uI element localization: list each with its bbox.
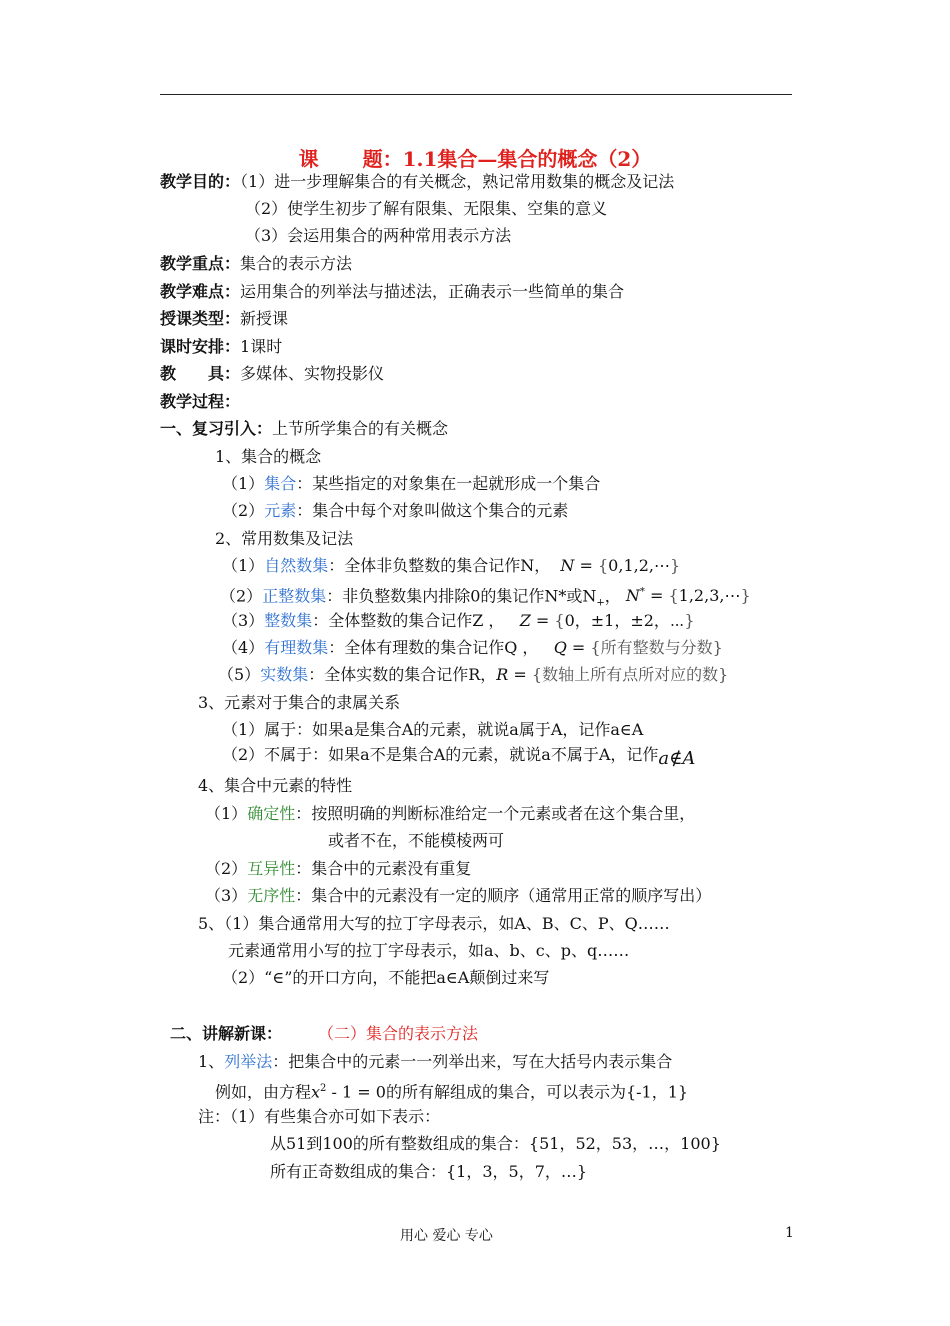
- math-symbol: R: [496, 665, 509, 684]
- section2-heading: [170, 1024, 478, 1044]
- lesson-type-label: 授课类型：: [160, 309, 241, 328]
- s1-3-a: （1）属于：如果a是集合A的元素，就说a属于A，记作a∈A: [222, 720, 644, 739]
- math-expr: - 1 = 0: [326, 1082, 386, 1102]
- item-text: ：集合中每个对象叫做这个集合的元素: [296, 501, 569, 520]
- subscript: +: [596, 597, 605, 609]
- example-text: 例如，由方程: [215, 1082, 312, 1102]
- title-prefix: 课: [298, 147, 319, 171]
- difficulty-line: [160, 282, 624, 302]
- s1-4-b: [205, 859, 471, 879]
- tools-line: [160, 364, 384, 384]
- section1-text: 上节所学集合的有关概念: [272, 419, 449, 438]
- lesson-type-text: 新授课: [240, 309, 289, 328]
- item-num: （2）: [220, 586, 263, 606]
- s2-1-example: [215, 1079, 688, 1102]
- term: 互异性: [247, 859, 296, 878]
- lesson-type-line: [160, 309, 288, 329]
- term: 正整数集: [262, 586, 327, 606]
- section1-label: 一、复习引入：: [160, 419, 273, 438]
- item-num: （3）: [222, 611, 265, 630]
- item-text: ：全体非负整数的集合记作N，: [328, 556, 551, 575]
- page-number: 1: [785, 1225, 794, 1241]
- item-num: 1、: [198, 1052, 225, 1071]
- s2-note-b: 所有正奇数组成的集合：{1，3，5，7，…}: [270, 1162, 588, 1181]
- goal-item: （2）使学生初步了解有限集、无限集、空集的意义: [245, 199, 608, 218]
- difficulty-label: 教学难点：: [160, 282, 241, 301]
- section2-sub: （二）集合的表示方法: [318, 1024, 479, 1043]
- s1-2-e: [218, 665, 728, 685]
- math-expr: N* = {1,2,3,⋯}: [625, 586, 751, 606]
- item-num: （5）: [218, 665, 261, 684]
- s1-2-heading: 2、常用数集及记法: [215, 529, 354, 548]
- goals-line-1: [160, 172, 674, 192]
- term: 集合: [264, 474, 297, 493]
- s1-2-b: （2）正整数集：非负整数集内排除0的集记作N*或$N_+$， N* = {1,2,3,⋯}: [220, 586, 751, 609]
- focus-line: [160, 254, 352, 274]
- s1-1-a: [222, 474, 600, 494]
- item-text: ：集合中的元素没有重复: [295, 859, 472, 878]
- s1-4-heading: 4、集合中元素的特性: [198, 776, 353, 795]
- item-num: （1）: [205, 804, 248, 823]
- hours-line: [160, 337, 282, 357]
- section2-label: 二、讲解新课：: [170, 1024, 283, 1043]
- s1-5-a: 5、（1）集合通常用大写的拉丁字母表示，如A、B、C、P、Q……: [198, 914, 670, 933]
- page-title: [0, 143, 950, 172]
- math-set: 0，±1，±2，⋯: [564, 611, 685, 630]
- math-symbol: N: [625, 586, 640, 606]
- s2-1: [198, 1052, 672, 1072]
- item-num: （2）: [222, 501, 265, 520]
- math-var: x: [311, 1082, 321, 1102]
- math-set: 0,1,2,⋯: [608, 556, 670, 575]
- s1-1-heading: 1、集合的概念: [215, 447, 322, 466]
- s1-2-a: [222, 556, 680, 576]
- header-rule: [160, 94, 792, 95]
- difficulty-text: 运用集合的列举法与描述法，正确表示一些简单的集合: [240, 282, 625, 301]
- math-symbol: Q: [553, 638, 567, 657]
- title-main: 题：1.1集合—集合的概念（2）: [362, 147, 652, 171]
- s1-2-c: [222, 611, 695, 631]
- focus-text: 集合的表示方法: [240, 254, 353, 273]
- s1-4-a-cont: 或者不在，不能模棱两可: [328, 831, 505, 850]
- term: 元素: [264, 501, 297, 520]
- s1-5-b: 元素通常用小写的拉丁字母表示，如a、b、c、p、q……: [228, 941, 630, 960]
- term: 列举法: [224, 1052, 273, 1071]
- s2-note: 注：（1）有些集合亦可如下表示：: [198, 1107, 441, 1126]
- s1-3-b: [222, 745, 696, 769]
- s1-3-heading: 3、元素对于集合的隶属关系: [198, 693, 401, 712]
- math-expr: R = {数轴上所有点所对应的数}: [496, 665, 729, 684]
- example-text: 的所有解组成的集合，可以表示为{-1，1}: [385, 1082, 689, 1102]
- s1-1-b: [222, 501, 568, 521]
- focus-label: 教学重点：: [160, 254, 241, 273]
- hours-text: 1课时: [240, 337, 283, 356]
- term: 确定性: [247, 804, 296, 823]
- goal-item: （1）进一步理解集合的有关概念，熟记常用数集的概念及记法: [240, 172, 675, 191]
- s1-4-a: [205, 804, 695, 824]
- math-expr: N = {0,1,2,⋯}: [560, 556, 681, 575]
- term: 整数集: [264, 611, 313, 630]
- item-num: （4）: [222, 638, 265, 657]
- item-text: ：集合中的元素没有一定的顺序（通常用正常的顺序写出）: [295, 886, 712, 905]
- s1-2-d: [222, 638, 723, 658]
- footer-center: 用心 爱心 专心: [400, 1228, 493, 1244]
- goal-item: （3）会运用集合的两种常用表示方法: [245, 226, 512, 245]
- item-text: ：把集合中的元素一一列举出来，写在大括号内表示集合: [272, 1052, 673, 1071]
- item-num: （3）: [205, 886, 248, 905]
- item-text: ：非负整数集内排除0的集记作N*或N: [326, 586, 597, 606]
- math-set: 所有整数与分数: [600, 638, 713, 657]
- math-set: 数轴上所有点所对应的数: [542, 665, 719, 684]
- math-expr: Z = {0，±1，±2，⋯}: [519, 611, 695, 630]
- tools-text: 多媒体、实物投影仪: [240, 364, 385, 383]
- item-num: （1）: [222, 556, 265, 575]
- math-expr: Q = {所有整数与分数}: [553, 638, 723, 657]
- math-set: 1,2,3,⋯: [678, 586, 741, 606]
- tools-label: 教 具：: [160, 364, 241, 383]
- item-text: ：按照明确的判断标准给定一个元素或者在这个集合里，: [295, 804, 696, 823]
- term: 实数集: [260, 665, 309, 684]
- item-text: ：全体有理数的集合记作Q ，: [328, 638, 539, 657]
- goals-label: 教学目的：: [160, 172, 241, 191]
- item-text: ：全体实数的集合记作R，: [308, 665, 497, 684]
- math-expr: a∉A: [658, 748, 696, 769]
- item-text: ：某些指定的对象集在一起就形成一个集合: [296, 474, 601, 493]
- term: 自然数集: [264, 556, 329, 575]
- hours-label: 课时安排：: [160, 337, 241, 356]
- item-text: （2）不属于：如果a不是集合A的元素，就说a不属于A，记作: [222, 745, 659, 764]
- s1-4-c: [205, 886, 711, 906]
- item-num: （2）: [205, 859, 248, 878]
- process-label: 教学过程：: [160, 392, 241, 411]
- term: 有理数集: [264, 638, 329, 657]
- s1-5-c: （2）“∈”的开口方向，不能把a∈A颠倒过来写: [222, 968, 550, 987]
- item-text: ：全体整数的集合记作Z ，: [312, 611, 505, 630]
- superscript: *: [639, 587, 645, 598]
- term: 无序性: [247, 886, 296, 905]
- section1-heading: [160, 419, 448, 439]
- math-symbol: Z: [519, 611, 531, 630]
- s2-note-a: 从51到100的所有整数组成的集合：{51，52，53，…，100}: [270, 1134, 721, 1153]
- math-symbol: N: [560, 556, 575, 575]
- item-num: （1）: [222, 474, 265, 493]
- superscript: 2: [320, 1083, 327, 1094]
